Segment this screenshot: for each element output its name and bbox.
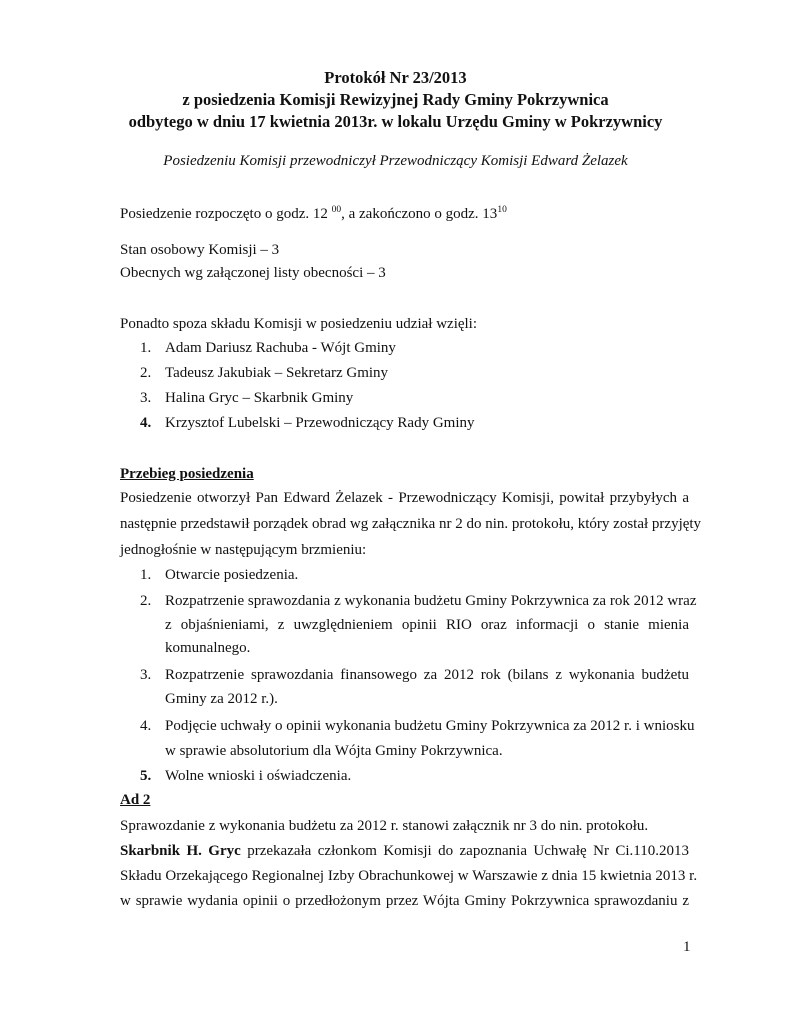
agenda-number: 2. [140, 593, 152, 609]
ad2-paragraph-line: Sprawozdanie z wykonania budżetu za 2012 r. stanowi załącznik nr 3 do nin. protokołu. [120, 818, 649, 834]
agenda-item-continued: z objaśnieniami, z uwzględnieniem opinii RIO oraz informacji o stanie mienia [165, 617, 689, 633]
end-time-text: , a zakończono o godz. 13 [341, 206, 498, 222]
guest-item: Krzysztof Lubelski – Przewodniczący Rady Gminy [165, 415, 475, 431]
proceedings-paragraph-line: następnie przedstawił porządek obrad wg załącznika nr 2 do nin. protokołu, który został przyjęty [120, 516, 702, 532]
agenda-number: 4. [140, 718, 152, 734]
ad2-paragraph-line [120, 841, 689, 861]
agenda-item-continued: w sprawie absolutorium dla Wójta Gminy Pokrzywnica. [165, 743, 503, 759]
end-time-minutes: 10 [497, 205, 507, 215]
commission-staff: Stan osobowy Komisji – 3 [120, 242, 280, 258]
ad2-paragraph-line: Składu Orzekającego Regionalnej Izby Obrachunkowej w Warszawie z dnia 15 kwietnia 2013 r. [120, 868, 698, 884]
start-time-minutes: 00 [331, 205, 342, 215]
document-title-line2: z posiedzenia Komisji Rewizyjnej Rady Gminy Pokrzywnica [182, 90, 609, 109]
agenda-item: Rozpatrzenie sprawozdania z wykonania budżetu Gminy Pokrzywnica za rok 2012 wraz [165, 593, 697, 609]
guest-item: Adam Dariusz Rachuba - Wójt Gminy [165, 340, 396, 356]
agenda-item-continued: Gminy za 2012 r.). [165, 691, 278, 707]
guest-number: 1. [140, 340, 152, 356]
section-heading-proceedings: Przebieg posiedzenia [120, 466, 254, 482]
proceedings-paragraph-line: jednogłośnie w następującym brzmieniu: [120, 542, 367, 558]
agenda-item: Wolne wnioski i oświadczenia. [165, 768, 352, 784]
agenda-item: Podjęcie uchwały o opinii wykonania budżetu Gminy Pokrzywnica za 2012 r. i wniosku [165, 718, 695, 734]
meeting-time [120, 204, 507, 224]
ad2-paragraph-line: w sprawie wydania opinii o przedłożonym przez Wójta Gminy Pokrzywnica sprawozdaniu z [120, 893, 689, 909]
document-title-line3: odbytego w dniu 17 kwietnia 2013r. w lokalu Urzędu Gminy w Pokrzywnicy [128, 112, 663, 131]
agenda-number: 1. [140, 567, 152, 583]
chairman-note: Posiedzeniu Komisji przewodniczył Przewodniczący Komisji Edward Żelazek [163, 153, 628, 169]
start-time-text: Posiedzenie rozpoczęto o godz. 12 [120, 206, 332, 222]
guest-number: 4. [140, 415, 152, 431]
agenda-item: Rozpatrzenie sprawozdania finansowego za 2012 rok (bilans z wykonania budżetu [165, 667, 689, 683]
attendance: Obecnych wg załączonej listy obecności – 3 [120, 265, 386, 281]
guest-item: Tadeusz Jakubiak – Sekretarz Gminy [165, 365, 389, 381]
agenda-number: 3. [140, 667, 152, 683]
guests-intro: Ponadto spoza składu Komisji w posiedzeniu udział wzięli: [120, 316, 478, 332]
guest-number: 3. [140, 390, 152, 406]
page-number: 1 [683, 939, 691, 955]
agenda-number: 5. [140, 768, 152, 784]
ad2-line2-text: przekazała członkom Komisji do zapoznania Uchwałę Nr Ci.110.2013 [240, 843, 690, 859]
guest-item: Halina Gryc – Skarbnik Gminy [165, 390, 354, 406]
proceedings-paragraph-line: Posiedzenie otworzył Pan Edward Żelazek - Przewodniczący Komisji, powitał przybyłych a [120, 490, 689, 506]
guest-number: 2. [140, 365, 152, 381]
document-title: Protokół Nr 23/2013 [324, 68, 467, 87]
agenda-item: Otwarcie posiedzenia. [165, 567, 299, 583]
section-heading-ad2: Ad 2 [120, 792, 151, 808]
agenda-item-continued: komunalnego. [165, 640, 251, 656]
speaker-name: Skarbnik H. Gryc [120, 843, 241, 859]
